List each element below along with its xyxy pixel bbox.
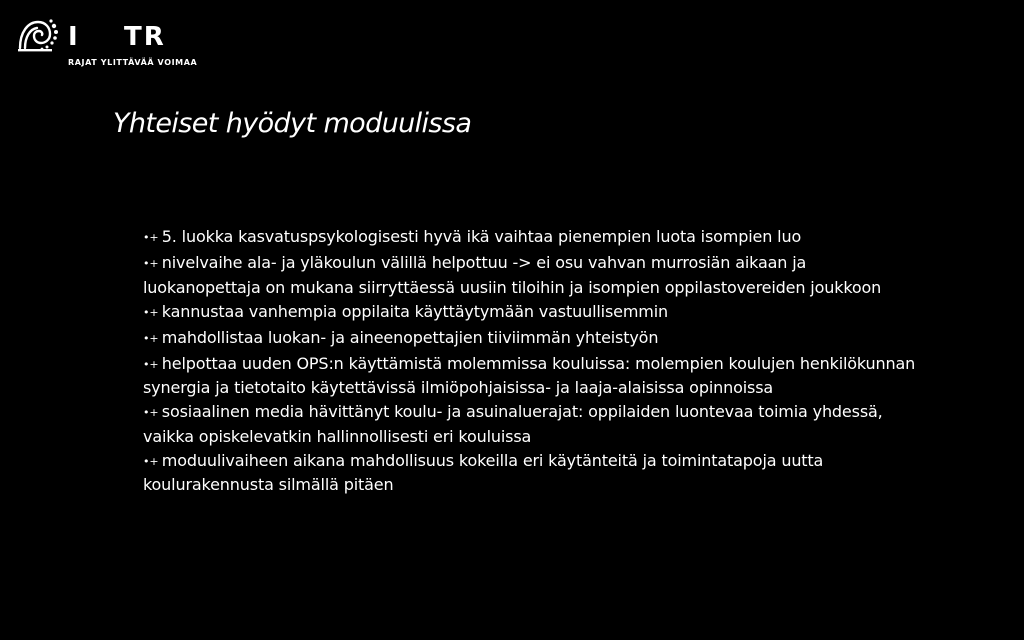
logo bbox=[16, 18, 216, 74]
logo-letter-i: I bbox=[68, 22, 80, 52]
bullet-item: •+ helpottaa uuden OPS:n käyttämistä molemmissa kouluissa: molempien koulujen henkilökunnan synergia ja tietotaito käytettävissä ilmiöpohjaisissa- ja laaja-alaisissa opinnoissa bbox=[143, 353, 923, 400]
logo-tagline: RAJAT YLITTÄVÄÄ VOIMAA bbox=[68, 58, 198, 67]
logo-letters-tr: TR bbox=[124, 22, 166, 52]
bullet-item: •+ mahdollistaa luokan- ja aineenopettajien tiiviimmän yhteistyön bbox=[143, 327, 923, 352]
bullet-item: •+ nivelvaihe ala- ja yläkoulun välillä helpottuu -> ei osu vahvan murrosiän aikaan ja luokanopettaja on mukana siirryttäessä uusiin tiloihin ja isompien oppilastovereiden joukkoon bbox=[143, 252, 923, 299]
logo-wordmark bbox=[68, 22, 166, 52]
slide-title: Yhteiset hyödyt moduulissa bbox=[113, 108, 472, 139]
bullet-list bbox=[143, 226, 923, 498]
bullet-item: •+ 5. luokka kasvatuspsykologisesti hyvä ikä vaihtaa pienempien luota isompien luo bbox=[143, 226, 923, 251]
bullet-item: •+ moduulivaiheen aikana mahdollisuus kokeilla eri käytänteitä ja toimintatapoja uutta koulurakennusta silmällä pitäen bbox=[143, 450, 923, 497]
bullet-item: •+ sosiaalinen media hävittänyt koulu- ja asuinaluerajat: oppilaiden luontevaa toimia yhdessä, vaikka opiskelevatkin hallinnollisesti eri kouluissa bbox=[143, 401, 923, 448]
bullet-item: •+ kannustaa vanhempia oppilaita käyttäytymään vastuullisemmin bbox=[143, 301, 923, 326]
wave-swirl-logo-icon bbox=[16, 18, 60, 54]
